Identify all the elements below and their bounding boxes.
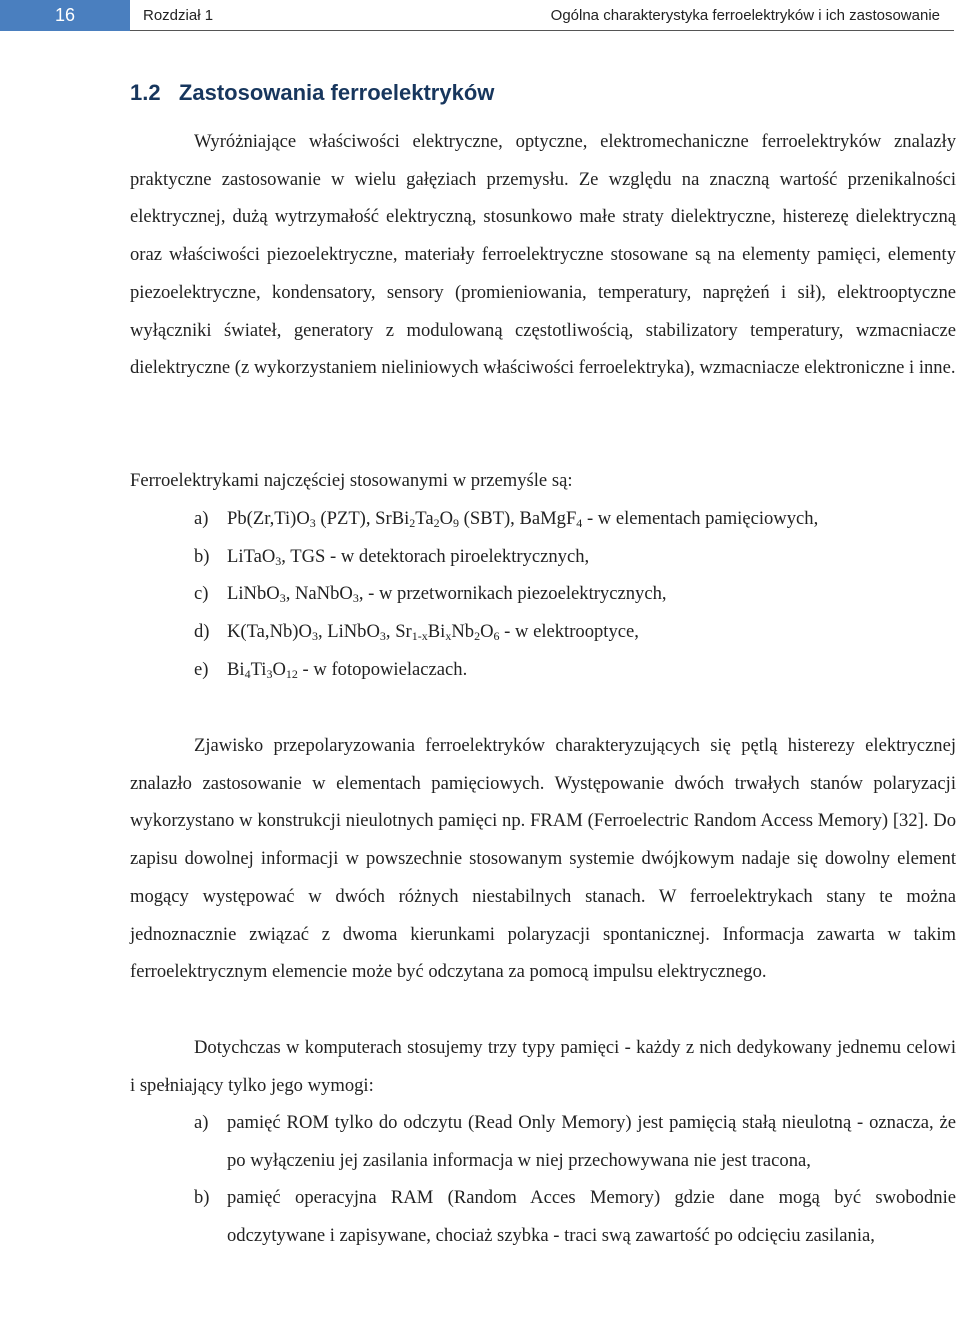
paragraph-polarization bbox=[130, 727, 956, 991]
paragraph-memory-types bbox=[130, 1029, 956, 1104]
subscript: 4 bbox=[576, 516, 583, 530]
subscript: 6 bbox=[493, 629, 500, 644]
formula-text: LiTaO bbox=[227, 545, 276, 567]
formula-text: K(Ta,Nb)O bbox=[227, 621, 312, 643]
subscript: 3 bbox=[275, 553, 282, 568]
list-label: c) bbox=[194, 583, 209, 605]
list-item bbox=[194, 1179, 956, 1254]
subscript: 9 bbox=[453, 516, 460, 530]
formula-text: - w elektrooptyce, bbox=[499, 621, 639, 643]
paragraph-text: Wyróżniające właściwości elektryczne, optyczne, elektromechaniczne ferroelektryków znalazły praktyczne zastosowanie w wielu gałęziach przemysłu. Ze względu na znaczną wartość przenikalności elektrycznej, dużą wytrzymałość elektryczną, stosunkowo małe straty dielektryczne, histerezę dielektryczną oraz właściwości piezoelektryczne, materiały ferroelektryczne stosowane są na elementy pamięci, elementy piezoelektryczne, kondensatory, sensory (promieniowania, temperatury, naprężeń i sił), elektrooptyczne wyłączniki świateł, generatory z modulowaną częstotliwością, stabilizatory temperatury, wzmacniacze dielektryczne (z wykorzystaniem nieliniowych właściwości ferroelektryka), wzmacniacze elektroniczne i inne. bbox=[130, 131, 956, 379]
subscript: 2 bbox=[409, 516, 416, 530]
list-label: b) bbox=[194, 545, 210, 567]
list-label: d) bbox=[194, 621, 210, 643]
subscript: 1-x bbox=[411, 629, 428, 644]
formula-text: Ti bbox=[250, 658, 267, 680]
list-label: a) bbox=[194, 508, 209, 529]
formula-text: , NaNbO bbox=[285, 583, 353, 605]
formula-text: O bbox=[480, 621, 494, 643]
list-item bbox=[194, 651, 954, 689]
list-item-text: pamięć ROM tylko do odczytu (Read Only Memory) jest pamięcią stałą nieulotną - oznacza, że po wyłączeniu jej zasilania informacja w niej przechowywana nie jest tracona, bbox=[227, 1112, 956, 1171]
page-number: 16 bbox=[0, 0, 130, 31]
section-heading: 1.2 Zastosowania ferroelektryków bbox=[130, 80, 495, 105]
subscript: x bbox=[445, 629, 452, 644]
list-item bbox=[194, 500, 954, 538]
formula-text: - w fotopowielaczach. bbox=[297, 658, 468, 680]
list-label: e) bbox=[194, 658, 209, 680]
formula-text: - w elementach pamięciowych, bbox=[582, 508, 819, 529]
formula-text: , Sr bbox=[385, 621, 412, 643]
formula-text: Bi bbox=[427, 621, 446, 643]
subscript: 2 bbox=[433, 516, 440, 530]
list-label: b) bbox=[194, 1187, 210, 1209]
ferroelectrics-intro: Ferroelektrykami najczęściej stosowanymi w przemyśle są: bbox=[130, 470, 573, 491]
list-item bbox=[194, 538, 954, 576]
subscript: 3 bbox=[279, 591, 286, 606]
paragraph-text: Zjawisko przepolaryzowania ferroelektryków charakteryzujących się pętlą histerezy elektrycznej znalazło zastosowanie w elementach pamięciowych. Występowanie dwóch trwałych stanów polaryzacji wykorzystano w konstrukcji nieulotnych pamięci np. FRAM (Ferroelectric Random Access Memory) [32]. Do zapisu dowolnej informacji w powszechnie stosowanym systemie dwójkowym nadaje się dowolny element mogący występować w dwóch różnych niestabilnych stanach. W ferroelektrykach stany te można jednoznacznie związać z dwoma kierunkami polaryzacji spontanicznej. Informacja zawarta w takim ferroelektrycznym elemencie może być odczytana za pomocą impulsu elektrycznego. bbox=[130, 735, 956, 983]
ferroelectrics-list bbox=[194, 500, 954, 689]
formula-text: O bbox=[439, 508, 454, 529]
header-rule bbox=[130, 30, 954, 31]
memory-types-list bbox=[194, 1104, 956, 1255]
formula-text: , TGS - w detektorach piroelektrycznych, bbox=[281, 545, 590, 567]
paragraph-applications bbox=[130, 123, 956, 387]
running-title: Ogólna charakterystyka ferroelektryków i ich zastosowanie bbox=[550, 7, 940, 24]
formula-text: O bbox=[272, 658, 286, 680]
subscript: 12 bbox=[285, 666, 298, 681]
formula-text: LiNbO bbox=[227, 583, 280, 605]
formula-text: Pb(Zr,Ti)O bbox=[227, 508, 310, 529]
subscript: 3 bbox=[309, 516, 316, 530]
formula-text: (PZT), SrBi bbox=[315, 508, 410, 529]
list-item bbox=[194, 613, 954, 651]
formula-text: , - w przetwornikach piezoelektrycznych, bbox=[358, 583, 667, 605]
formula-text: Ta bbox=[415, 508, 434, 529]
list-item bbox=[194, 1104, 956, 1179]
subscript: 2 bbox=[474, 629, 481, 644]
paragraph-text: Dotychczas w komputerach stosujemy trzy typy pamięci - każdy z nich dedykowany jednemu celowi i spełniający tylko jego wymogi: bbox=[130, 1037, 956, 1096]
list-label: a) bbox=[194, 1112, 209, 1133]
subscript: 3 bbox=[311, 629, 318, 644]
chapter-label: Rozdział 1 bbox=[143, 7, 214, 24]
subscript: 4 bbox=[244, 666, 251, 681]
formula-text: Bi bbox=[227, 658, 245, 680]
list-item bbox=[194, 575, 954, 613]
formula-text: Nb bbox=[451, 621, 475, 643]
subscript: 3 bbox=[266, 666, 273, 681]
list-item-text: pamięć operacyjna RAM (Random Acces Memory) gdzie dane mogą być swobodnie odczytywane i zapisywane, chociaż szybka - traci swą zawartość po odcięciu zasilania, bbox=[227, 1187, 956, 1247]
subscript: 3 bbox=[379, 629, 386, 644]
formula-text: , LiNbO bbox=[317, 621, 380, 643]
formula-text: (SBT), BaMgF bbox=[459, 508, 577, 529]
subscript: 3 bbox=[352, 591, 359, 606]
